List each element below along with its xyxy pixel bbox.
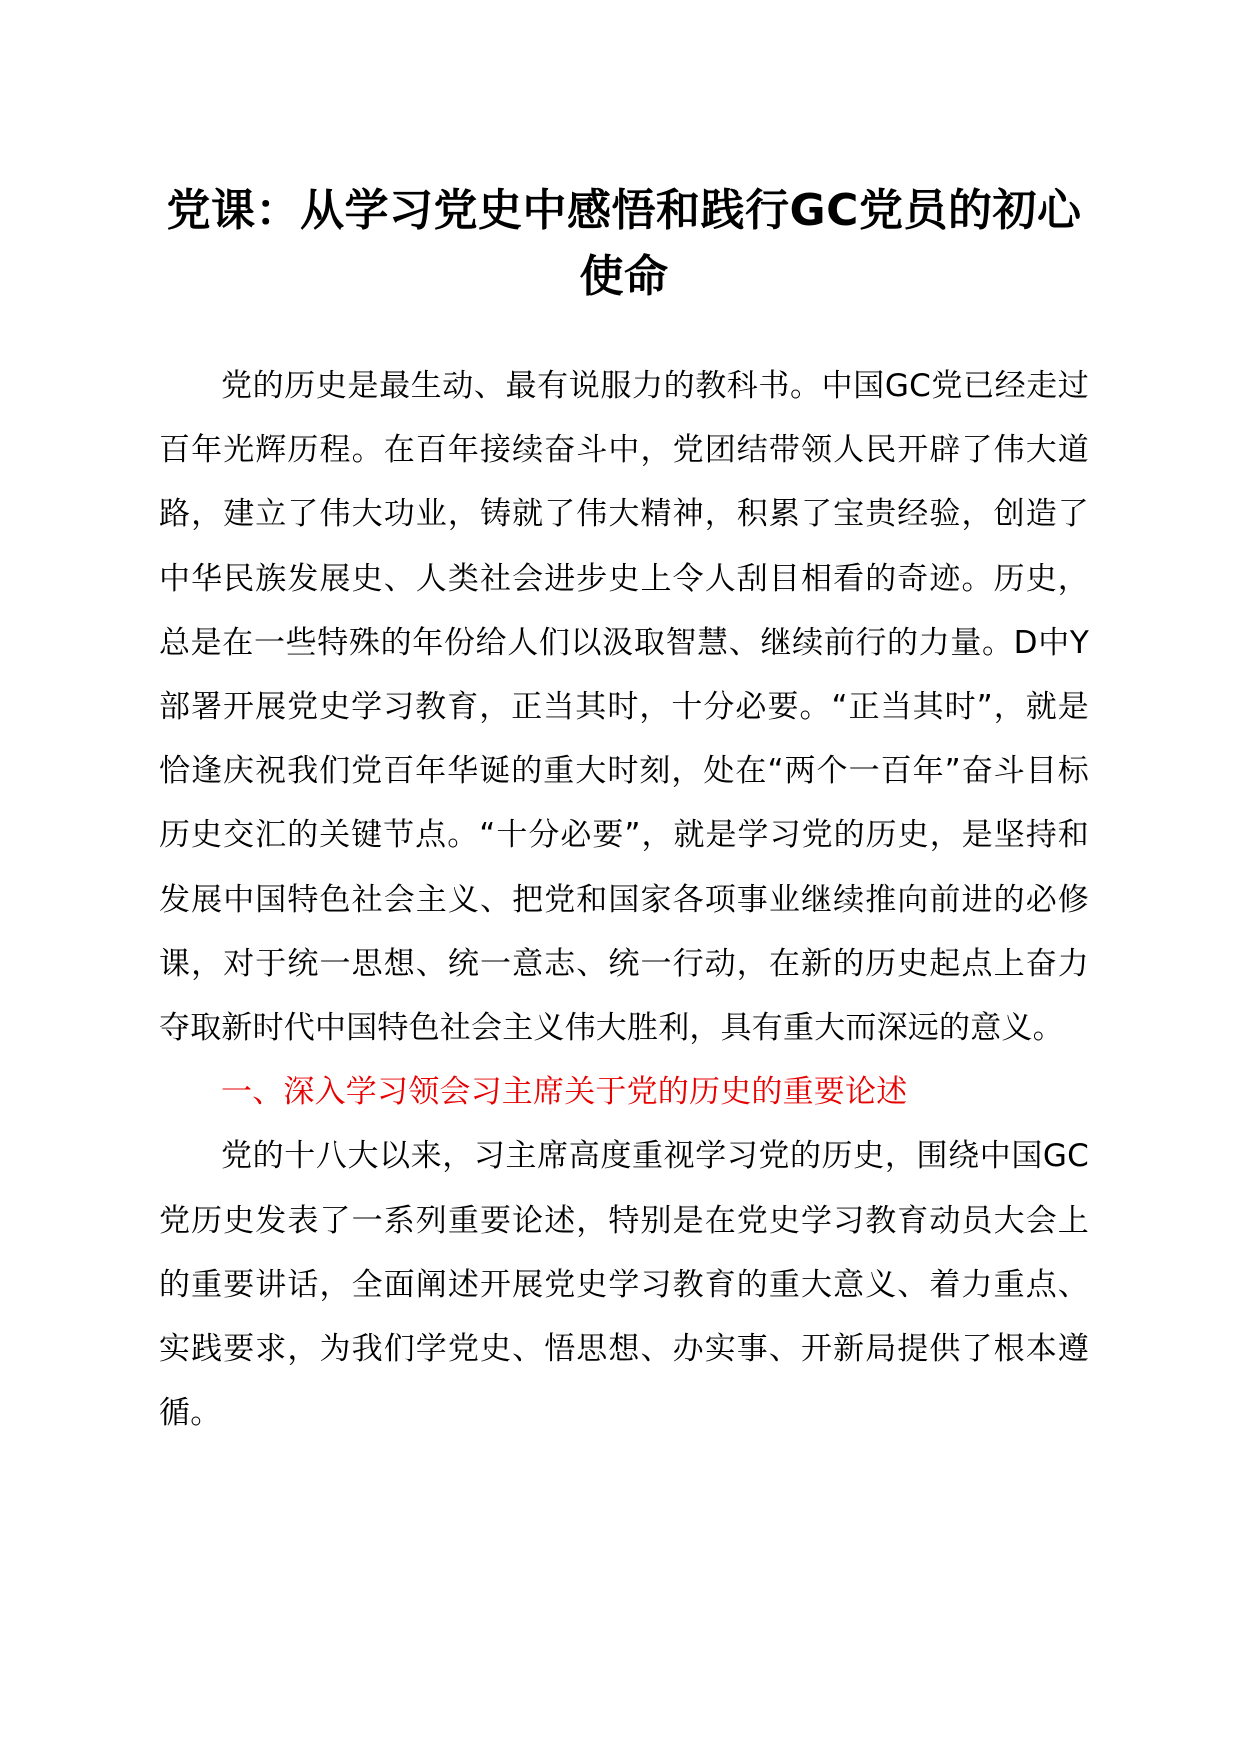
paragraph-section-1: 党的十八大以来，习主席高度重视学习党的历史，围绕中国GC党历史发表了一系列重要论述，特别是在党史学习教育动员大会上的重要讲话，全面阐述开展党史学习教育的重大意义、着力重点、实践要求，为我们学党史、悟思想、办实事、开新局提供了根本遵循。 — [159, 1138, 1089, 1432]
document-title: 党课：从学习党史中感悟和践行GC党员的初心使命 — [166, 185, 1082, 302]
document-body — [159, 354, 1089, 1445]
section-heading-1: 一、深入学习领会习主席关于党的历史的重要论述 — [221, 1074, 908, 1111]
document-content — [159, 178, 1089, 1445]
paragraph-intro: 党的历史是最生动、最有说服力的教科书。中国GC党已经走过百年光辉历程。在百年接续奋斗中，党团结带领人民开辟了伟大道路，建立了伟大功业，铸就了伟大精神，积累了宝贵经验，创造了中华民族发展史、人类社会进步史上令人刮目相看的奇迹。历史，总是在一些特殊的年份给人们以汲取智慧、继续前行的力量。D中Y部署开展党史学习教育，正当其时，十分必要。“正当其时”，就是恰逢庆祝我们党百年华诞的重大时刻，处在“两个一百年”奋斗目标历史交汇的关键节点。“十分必要”，就是学习党的历史，是坚持和发展中国特色社会主义、把党和国家各项事业继续推向前进的必修课，对于统一思想、统一意志、统一行动，在新的历史起点上奋力夺取新时代中国特色社会主义伟大胜利，具有重大而深远的意义。 — [159, 368, 1089, 1047]
